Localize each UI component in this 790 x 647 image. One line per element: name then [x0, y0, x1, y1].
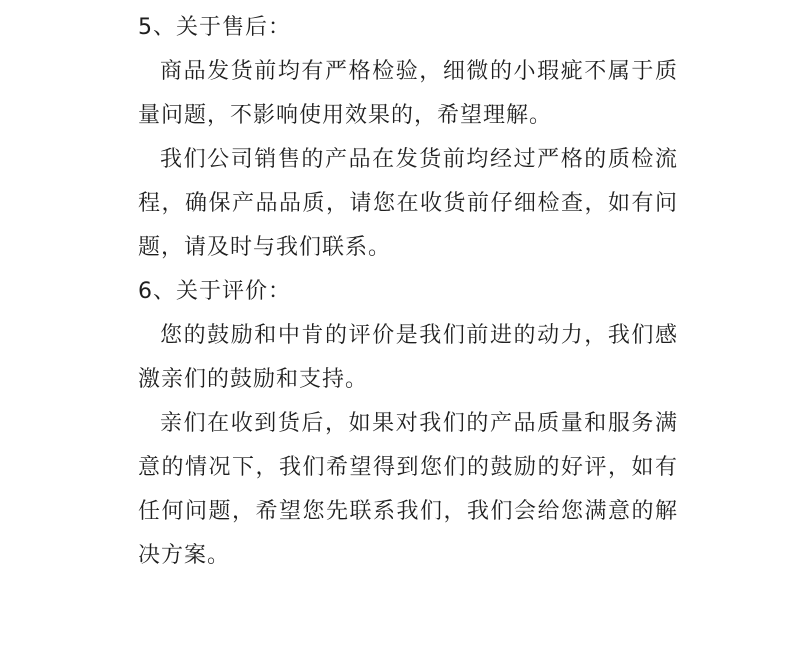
paragraph-quality-check: 我们公司销售的产品在发货前均经过严格的质检流程，确保产品品质，请您在收货前仔细检查，如有问题，请及时与我们联系。 [138, 147, 678, 260]
section-after-sales [138, 6, 678, 270]
section-heading-after-sales: 5、关于售后： [138, 15, 291, 40]
paragraph-good-review: 亲们在收到货后，如果对我们的产品质量和服务满意的情况下，我们希望得到您们的鼓励的好评，如有任何问题，希望您先联系我们，我们会给您满意的解决方案。 [138, 411, 678, 568]
paragraph-encouragement: 您的鼓励和中肯的评价是我们前进的动力，我们感激亲们的鼓励和支持。 [138, 323, 678, 392]
paragraph-inspection: 商品发货前均有严格检验，细微的小瑕疵不属于质量问题，不影响使用效果的，希望理解。 [138, 59, 678, 128]
section-heading-reviews: 6、关于评价： [138, 279, 291, 304]
document-body [138, 6, 678, 578]
section-reviews [138, 270, 678, 578]
